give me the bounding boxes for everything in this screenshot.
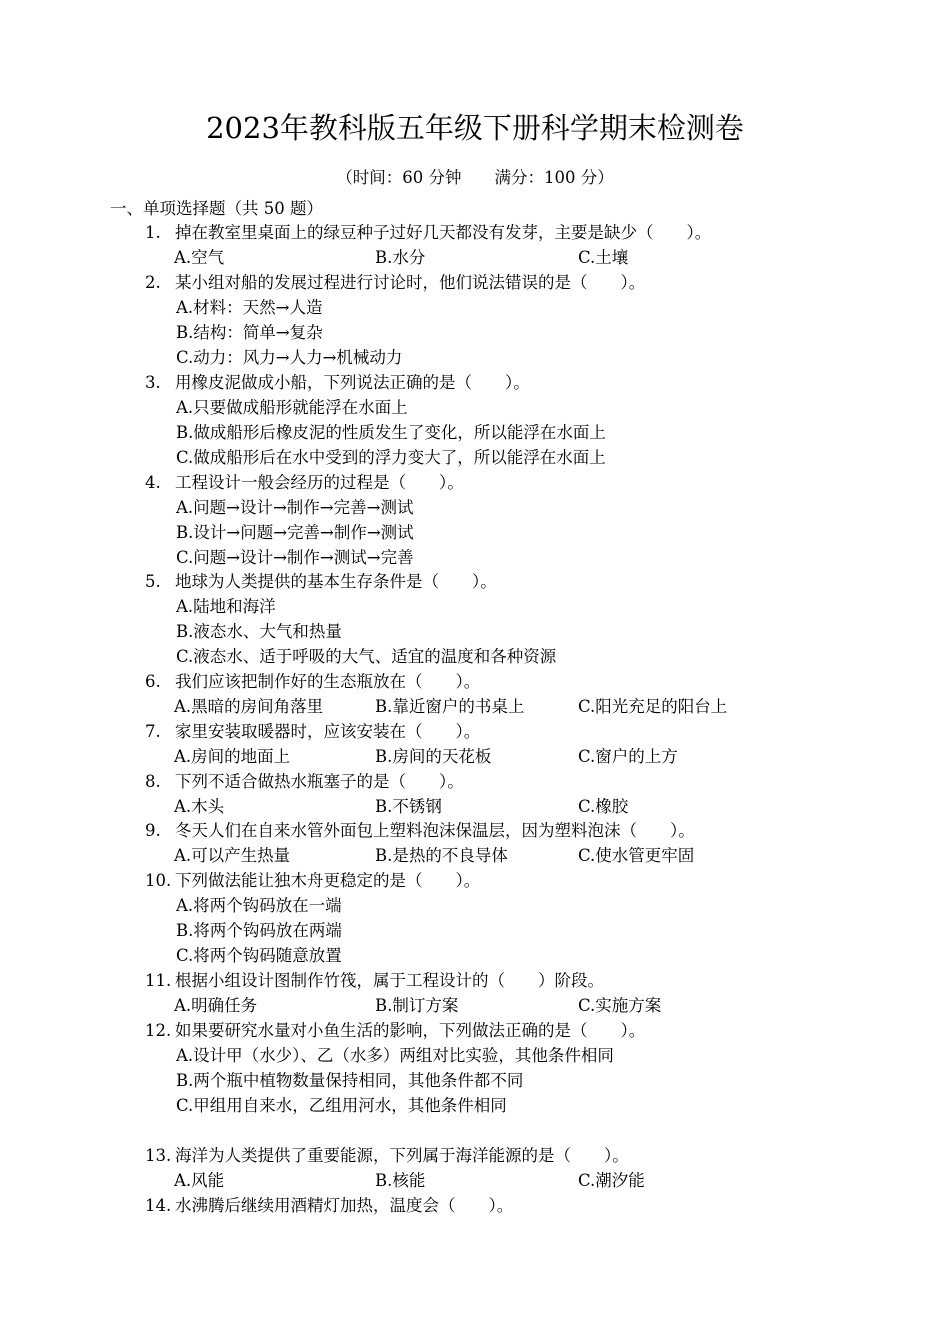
question-10-option-c: C.将两个钩码随意放置 xyxy=(176,946,342,965)
question-6-option-b: B.靠近窗户的书桌上 xyxy=(375,697,525,716)
section-heading: 一、单项选择题（共 50 题） xyxy=(110,199,323,218)
question-4-option-a: A.问题→设计→制作→完善→测试 xyxy=(176,498,414,517)
question-2-option-b: B.结构：简单→复杂 xyxy=(176,323,323,342)
question-stem: 如果要研究水量对小鱼生活的影响，下列做法正确的是（ ）。 xyxy=(175,1021,646,1040)
question-1-option-b: B.水分 xyxy=(375,248,426,267)
question-stem: 根据小组设计图制作竹筏，属于工程设计的（ ）阶段。 xyxy=(175,971,604,990)
question-8-option-b: B.不锈钢 xyxy=(375,797,442,816)
question-stem: 家里安装取暖器时，应该安装在（ ）。 xyxy=(175,722,481,741)
question-number: 11. xyxy=(145,971,172,990)
question-6-option-c: C.阳光充足的阳台上 xyxy=(578,697,728,716)
question-number: 7. xyxy=(145,722,161,741)
question-3-option-c: C.做成船形后在水中受到的浮力变大了，所以能浮在水面上 xyxy=(176,448,606,467)
question-9-option-c: C.使水管更牢固 xyxy=(578,846,695,865)
question-stem: 海洋为人类提供了重要能源，下列属于海洋能源的是（ ）。 xyxy=(175,1146,629,1165)
question-number: 4. xyxy=(145,473,161,492)
question-stem: 下列不适合做热水瓶塞子的是（ ）。 xyxy=(175,772,464,791)
question-8-option-a: A.木头 xyxy=(174,797,225,816)
question-10-option-a: A.将两个钩码放在一端 xyxy=(176,896,342,915)
question-number: 13. xyxy=(145,1146,172,1165)
question-7-option-c: C.窗户的上方 xyxy=(578,747,678,766)
question-11-option-a: A.明确任务 xyxy=(174,996,258,1015)
question-number: 1. xyxy=(145,223,161,242)
question-stem: 某小组对船的发展过程进行讨论时，他们说法错误的是（ ）。 xyxy=(175,273,646,292)
question-stem: 掉在教室里桌面上的绿豆种子过好几天都没有发芽，主要是缺少（ ）。 xyxy=(175,223,712,242)
question-number: 8. xyxy=(145,772,161,791)
page-title: 2023年教科版五年级下册科学期末检测卷 xyxy=(206,111,744,145)
question-12-option-c: C.甲组用自来水，乙组用河水，其他条件相同 xyxy=(176,1096,507,1115)
question-11-option-b: B.制订方案 xyxy=(375,996,459,1015)
exam-info: （时间：60 分钟 满分：100 分） xyxy=(336,168,614,187)
question-number: 6. xyxy=(145,672,161,691)
question-7-option-b: B.房间的天花板 xyxy=(375,747,492,766)
question-9-option-a: A.可以产生热量 xyxy=(174,846,291,865)
question-stem: 地球为人类提供的基本生存条件是（ ）。 xyxy=(175,572,497,591)
question-number: 2. xyxy=(145,273,161,292)
question-stem: 用橡皮泥做成小船，下列说法正确的是（ ）。 xyxy=(175,373,530,392)
question-number: 14. xyxy=(145,1196,172,1215)
question-number: 5. xyxy=(145,572,161,591)
question-12-option-a: A.设计甲（水少）、乙（水多）两组对比实验，其他条件相同 xyxy=(176,1046,614,1065)
question-3-option-b: B.做成船形后橡皮泥的性质发生了变化，所以能浮在水面上 xyxy=(176,423,606,442)
question-8-option-c: C.橡胶 xyxy=(578,797,629,816)
question-4-option-c: C.问题→设计→制作→测试→完善 xyxy=(176,548,414,567)
question-13-option-a: A.风能 xyxy=(174,1171,225,1190)
question-13-option-c: C.潮汐能 xyxy=(578,1171,645,1190)
question-1-option-a: A.空气 xyxy=(174,248,225,267)
question-5-option-b: B.液态水、大气和热量 xyxy=(176,622,342,641)
question-6-option-a: A.黑暗的房间角落里 xyxy=(174,697,324,716)
question-5-option-c: C.液态水、适于呼吸的大气、适宜的温度和各种资源 xyxy=(176,647,557,666)
question-stem: 冬天人们在自来水管外面包上塑料泡沫保温层，因为塑料泡沫（ ）。 xyxy=(175,821,695,840)
question-stem: 水沸腾后继续用酒精灯加热，温度会（ ）。 xyxy=(175,1196,514,1215)
question-number: 9. xyxy=(145,821,161,840)
question-stem: 我们应该把制作好的生态瓶放在（ ）。 xyxy=(175,672,481,691)
question-9-option-b: B.是热的不良导体 xyxy=(375,846,508,865)
question-2-option-c: C.动力：风力→人力→机械动力 xyxy=(176,348,403,367)
question-stem: 工程设计一般会经历的过程是（ ）。 xyxy=(175,473,464,492)
question-12-option-b: B.两个瓶中植物数量保持相同，其他条件都不同 xyxy=(176,1071,524,1090)
question-2-option-a: A.材料：天然→人造 xyxy=(176,298,323,317)
question-number: 3. xyxy=(145,373,161,392)
question-11-option-c: C.实施方案 xyxy=(578,996,662,1015)
question-1-option-c: C.土壤 xyxy=(578,248,629,267)
question-number: 12. xyxy=(145,1021,172,1040)
question-stem: 下列做法能让独木舟更稳定的是（ ）。 xyxy=(175,871,481,890)
question-13-option-b: B.核能 xyxy=(375,1171,426,1190)
question-number: 10. xyxy=(145,871,172,890)
question-5-option-a: A.陆地和海洋 xyxy=(176,597,276,616)
question-10-option-b: B.将两个钩码放在两端 xyxy=(176,921,342,940)
question-7-option-a: A.房间的地面上 xyxy=(174,747,291,766)
question-3-option-a: A.只要做成船形就能浮在水面上 xyxy=(176,398,408,417)
question-4-option-b: B.设计→问题→完善→制作→测试 xyxy=(176,523,414,542)
